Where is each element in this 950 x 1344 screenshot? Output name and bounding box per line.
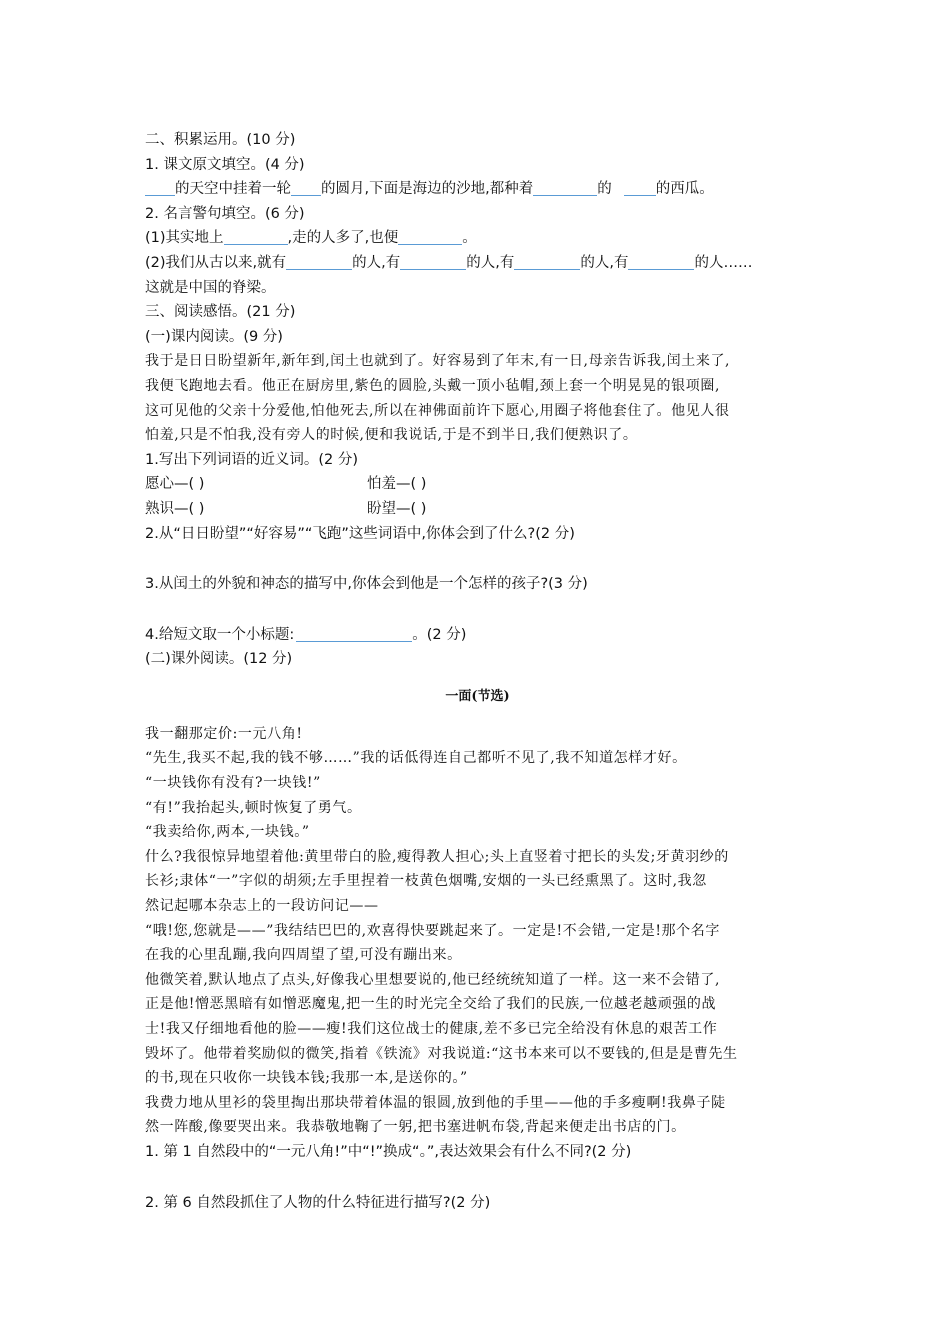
answer-space[interactable]	[145, 597, 810, 623]
part-1-question-1: 1.写出下列词语的近义词。(2 分)	[145, 451, 358, 468]
fill-text: 的	[597, 181, 612, 198]
question-2-2-item-2	[145, 251, 810, 276]
passage-line: “哦!您,您就是——”我结结巴巴的,欢喜得快要跳起来了。一定是!不会错,一定是!那个名字	[145, 922, 720, 939]
answer-blank[interactable]	[291, 179, 321, 196]
passage-line: 士!我又仔细地看他的脸——瘦!我们这位战士的健康,差不多已完全给没有休息的艰苦工作	[145, 1021, 718, 1037]
passage-line: 毁坏了。他带着奖励似的微笑,指着《铁流》对我说道:“这书本来可以不要钱的,但是是曹先生	[145, 1045, 738, 1062]
question-2-2-item-2-continued: 这就是中国的脊梁。	[145, 279, 276, 296]
answer-blank[interactable]	[628, 253, 694, 270]
question-text: 4.给短文取一个小标题:	[145, 626, 295, 643]
answer-blank[interactable]	[533, 179, 597, 196]
passage-title: 一面(节选)	[445, 688, 510, 704]
worksheet-page	[145, 128, 810, 1215]
synonym-row-2	[145, 497, 810, 522]
part-1-question-3: 3.从闰土的外貌和神态的描写中,你体会到他是一个怎样的孩子?(3 分)	[145, 576, 588, 593]
passage-line: “先生,我买不起,我的钱不够……”我的话低得连自己都听不见了,我不知道怎样才好。	[145, 750, 687, 767]
fill-text: 的人……	[694, 254, 753, 271]
passage-line: 我一翻那定价:一元八角!	[145, 725, 303, 742]
question-2-2-item-1	[145, 226, 810, 251]
answer-blank[interactable]	[398, 228, 462, 245]
part-1-question-2: 2.从“日日盼望”“好容易”“飞跑”这些词语中,你体会到了什么?(2 分)	[145, 525, 575, 542]
passage-line: “我卖给你,两本,一块钱。”	[145, 824, 310, 841]
passage-line: 的书,现在只收你一块钱本钱;我那一本,是送你的。”	[145, 1070, 468, 1087]
section-2-heading: 二、积累运用。(10 分)	[145, 132, 296, 148]
passage-line: 这可见他的父亲十分爱他,怕他死去,所以在神佛面前许下愿心,用圈子将他套住了。他见人很	[145, 402, 730, 419]
answer-blank[interactable]	[514, 253, 580, 270]
part-1-passage	[145, 349, 810, 447]
part-2-question-1: 1. 第 1 自然段中的“一元八角!”中“!”换成“。”,表达效果会有什么不同?(2 分)	[145, 1143, 632, 1160]
synonym-item[interactable]: 熟识—( )	[145, 500, 205, 517]
passage-line: 正是他!憎恶黑暗有如憎恶魔鬼,把一生的时光完全交给了我们的民族,一位越老越顽强的战	[145, 996, 717, 1013]
part-2-passage	[145, 722, 810, 1140]
fill-text: 的西瓜。	[655, 181, 714, 198]
answer-blank[interactable]	[624, 179, 656, 196]
fill-text: 的人,有	[352, 254, 401, 271]
part-1-label: (一)课内阅读。(9 分)	[145, 328, 283, 345]
answer-space[interactable]	[145, 546, 810, 572]
answer-blank[interactable]	[400, 253, 466, 270]
passage-line: 怕羞,只是不怕我,没有旁人的时候,便和我说话,于是不到半日,我们便熟识了。	[145, 427, 638, 444]
passage-line: 我费力地从里衫的袋里掏出那块带着体温的银圆,放到他的手里——他的手多瘦啊!我鼻子陡	[145, 1094, 726, 1111]
part-2-label: (二)课外阅读。(12 分)	[145, 651, 293, 668]
synonym-item[interactable]: 怕羞—( )	[367, 476, 427, 493]
answer-blank[interactable]	[224, 228, 288, 245]
fill-text: 的圆月,下面是海边的沙地,都种着	[321, 181, 534, 198]
part-2-question-2: 2. 第 6 自然段抓住了人物的什么特征进行描写?(2 分)	[145, 1194, 491, 1211]
passage-line: 他微笑着,默认地点了点头,好像我心里想要说的,他已经统统知道了一样。这一来不会错了,	[145, 971, 720, 988]
passage-line: “一块钱你有没有?一块钱!”	[145, 775, 321, 792]
answer-blank[interactable]	[286, 253, 352, 270]
fill-text: 的人,有	[580, 254, 629, 271]
passage-line: “有!”我抬起头,顿时恢复了勇气。	[145, 799, 362, 816]
passage-line: 我于是日日盼望新年,新年到,闰土也就到了。好容易到了年末,有一日,母亲告诉我,闰土来了,	[145, 353, 731, 370]
question-2-1-label: 1. 课文原文填空。(4 分)	[145, 156, 305, 173]
passage-line: 然一阵酸,像要哭出来。我恭敬地鞠了一躬,把书塞进帆布袋,背起来便走出书店的门。	[145, 1119, 686, 1136]
fill-text: ,走的人多了,也便	[287, 230, 399, 247]
passage-line: 在我的心里乱蹦,我向四周望了望,可没有蹦出来。	[145, 947, 462, 964]
answer-blank[interactable]	[145, 179, 175, 196]
answer-space[interactable]	[145, 1165, 810, 1191]
fill-text: 的人,有	[466, 254, 515, 271]
answer-blank[interactable]	[296, 625, 412, 642]
passage-line: 我便飞跑地去看。他正在厨房里,紫色的圆脸,头戴一顶小毡帽,颈上套一个明晃晃的银项圈,	[145, 377, 720, 394]
synonym-row-1	[145, 472, 810, 497]
passage-line: 长衫;隶体“一”字似的胡须;左手里捏着一枝黄色烟嘴,安烟的一头已经熏黑了。这时,我忽	[145, 873, 707, 890]
section-3-heading: 三、阅读感悟。(21 分)	[145, 304, 296, 321]
synonym-item[interactable]: 愿心—( )	[145, 476, 205, 493]
fill-text: (2)我们从古以来,就有	[145, 254, 287, 271]
question-2-1-fill-line	[145, 177, 810, 202]
question-text: 。(2 分)	[412, 626, 467, 643]
part-1-question-4	[145, 623, 810, 648]
fill-text: 。	[462, 230, 477, 247]
fill-text: 的天空中挂着一轮	[175, 181, 291, 198]
passage-line: 什么?我很惊异地望着他:黄里带白的脸,瘦得教人担心;头上直竖着寸把长的头发;牙黄羽纱的	[145, 848, 729, 865]
passage-line: 然记起哪本杂志上的一段访问记——	[145, 898, 379, 915]
question-2-2-label: 2. 名言警句填空。(6 分)	[145, 205, 305, 222]
fill-text: (1)其实地上	[145, 230, 224, 247]
synonym-item[interactable]: 盼望—( )	[367, 500, 427, 517]
